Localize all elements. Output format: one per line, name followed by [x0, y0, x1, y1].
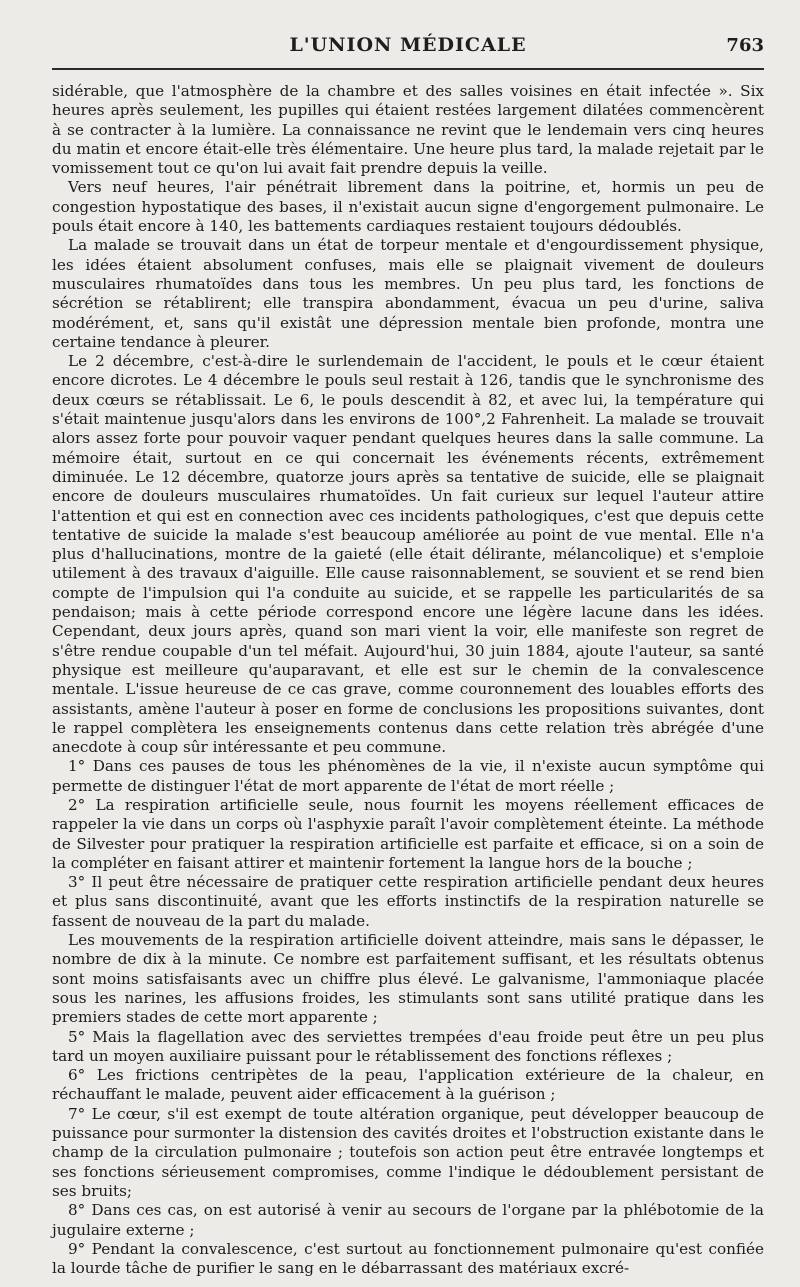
- article-body: [52, 82, 764, 1278]
- running-head: [52, 32, 764, 68]
- paragraph: Les mouvements de la respiration artificielle doivent atteindre, mais sans le dépasser, le nombre de dix à la minute. Ce nombre est parfaitement suffisant, et les résultats obtenus sont moins satisfaisants avec un chiffre plus élevé. Le galvanisme, l'ammoniaque placée sous les narines, les affusions froides, les stimulants sont sans utilité pratique dans les premiers stades de cette mort apparente ;: [52, 931, 764, 1027]
- conclusion-item: 3° Il peut être nécessaire de pratiquer cette respiration artificielle pendant deux heures et plus sans discontinuité, avant que les efforts instinctifs de la respiration naturelle se fassent de nouveau de la part du malade.: [52, 873, 764, 930]
- page-number: 763: [726, 35, 764, 56]
- paragraph: sidérable, que l'atmosphère de la chambre et des salles voisines en était infectée ». Six heures après seulement, les pupilles qui étaient restées largement dilatées commencèrent à se contracter à la lumière. La connaissance ne revint que le lendemain vers cinq heures du matin et encore était-elle très élémentaire. Une heure plus tard, la malade rejetait par le vomissement tout ce qu'on lui avait fait prendre depuis la veille.: [52, 82, 764, 178]
- paragraph: Vers neuf heures, l'air pénétrait librement dans la poitrine, et, hormis un peu de congestion hypostatique des bases, il n'existait aucun signe d'engorgement pulmonaire. Le pouls était encore à 140, les battements cardiaques restaient toujours dédoublés.: [52, 178, 764, 236]
- running-title: L'UNION MÉDICALE: [289, 34, 527, 56]
- paragraph: Le 2 décembre, c'est-à-dire le surlendemain de l'accident, le pouls et le cœur étaient encore dicrotes. Le 4 décembre le pouls seul restait à 126, tandis que le synchronisme des deux cœurs se rétablissait. Le 6, le pouls descendit à 82, et avec lui, la température qui s'était maintenue jusqu'alors dans les environs de 100°,2 Fahrenheit. La malade se trouvait alors assez forte pour pouvoir vaquer pendant quelques heures dans la salle commune. La mémoire était, surtout en ce qui concernait les événements récents, extrêmement diminuée. Le 12 décembre, quatorze jours après sa tentative de suicide, elle se plaignait encore de douleurs musculaires rhumatoïdes. Un fait curieux sur lequel l'auteur attire l'attention et qui est en connection avec ces incidents pathologiques, c'est que depuis cette tentative de suicide la malade s'est beaucoup améliorée au point de vue mental. Elle n'a plus d'hallucinations, montre de la gaieté (elle était délirante, mélancolique) et s'emploie utilement à des travaux d'aiguille. Elle cause raisonnablement, se souvient et se rend bien compte de l'impulsion qui l'a conduite au suicide, et se rappelle les particularités de sa pendaison; mais à cette période correspond encore une légère lacune dans les idées. Cependant, deux jours après, quand son mari vient la voir, elle manifeste son regret de s'être rendue coupable d'un tel méfait. Aujourd'hui, 30 juin 1884, ajoute l'auteur, sa santé physique est meilleure qu'auparavant, et elle est sur le chemin de la convalescence mentale. L'issue heureuse de ce cas grave, comme couronnement des louables efforts des assistants, amène l'auteur à poser en forme de conclusions les propositions suivantes, dont le rappel complètera les enseignements contenus dans cette relation très abrégée d'une anecdote à coup sûr intéressante et peu commune.: [52, 352, 764, 757]
- conclusion-item: 8° Dans ces cas, on est autorisé à venir au secours de l'organe par la phlébotomie de la jugulaire externe ;: [52, 1201, 764, 1239]
- conclusion-item: 5° Mais la flagellation avec des serviettes trempées d'eau froide peut être un peu plus tard un moyen auxiliaire puissant pour le rétablissement des fonctions réflexes ;: [52, 1027, 764, 1065]
- header-rule: [52, 68, 764, 70]
- conclusion-item: 1° Dans ces pauses de tous les phénomènes de la vie, il n'existe aucun symptôme qui permette de distinguer l'état de mort apparente de l'état de mort réelle ;: [52, 757, 764, 795]
- paragraph: La malade se trouvait dans un état de torpeur mentale et d'engourdissement physique, les idées étaient absolument confuses, mais elle se plaignait vivement de douleurs musculaires rhumatoïdes dans tous les membres. Un peu plus tard, les fonctions de sécrétion se rétablirent; elle transpira abondamment, évacua un peu d'urine, saliva modérément, et, sans qu'il existât une dépression mentale bien profonde, montra une certaine tendance à pleurer.: [52, 236, 764, 351]
- conclusion-item: 9° Pendant la convalescence, c'est surtout au fonctionnement pulmonaire qu'est confiée la lourde tâche de purifier le sang en le débarrassant des matériaux excré-: [52, 1239, 764, 1278]
- conclusion-item: 6° Les frictions centripètes de la peau, l'application extérieure de la chaleur, en réchauffant le malade, peuvent aider efficacement à la guérison ;: [52, 1066, 764, 1104]
- conclusion-item: 7° Le cœur, s'il est exempt de toute altération organique, peut développer beaucoup de puissance pour surmonter la distension des cavités droites et l'obstruction existante dans le champ de la circulation pulmonaire ; toutefois son action peut être entravée longtemps et ses fonctions sérieusement compromises, comme l'indique le dédoublement persistant de ses bruits;: [52, 1104, 764, 1200]
- conclusion-item: 2° La respiration artificielle seule, nous fournit les moyens réellement efficaces de rappeler la vie dans un corps où l'asphyxie paraît l'avoir complètement éteinte. La méthode de Silvester pour pratiquer la respiration artificielle est parfaite et efficace, si on a soin de la compléter en faisant attirer et maintenir fortement la langue hors de la bouche ;: [52, 795, 764, 872]
